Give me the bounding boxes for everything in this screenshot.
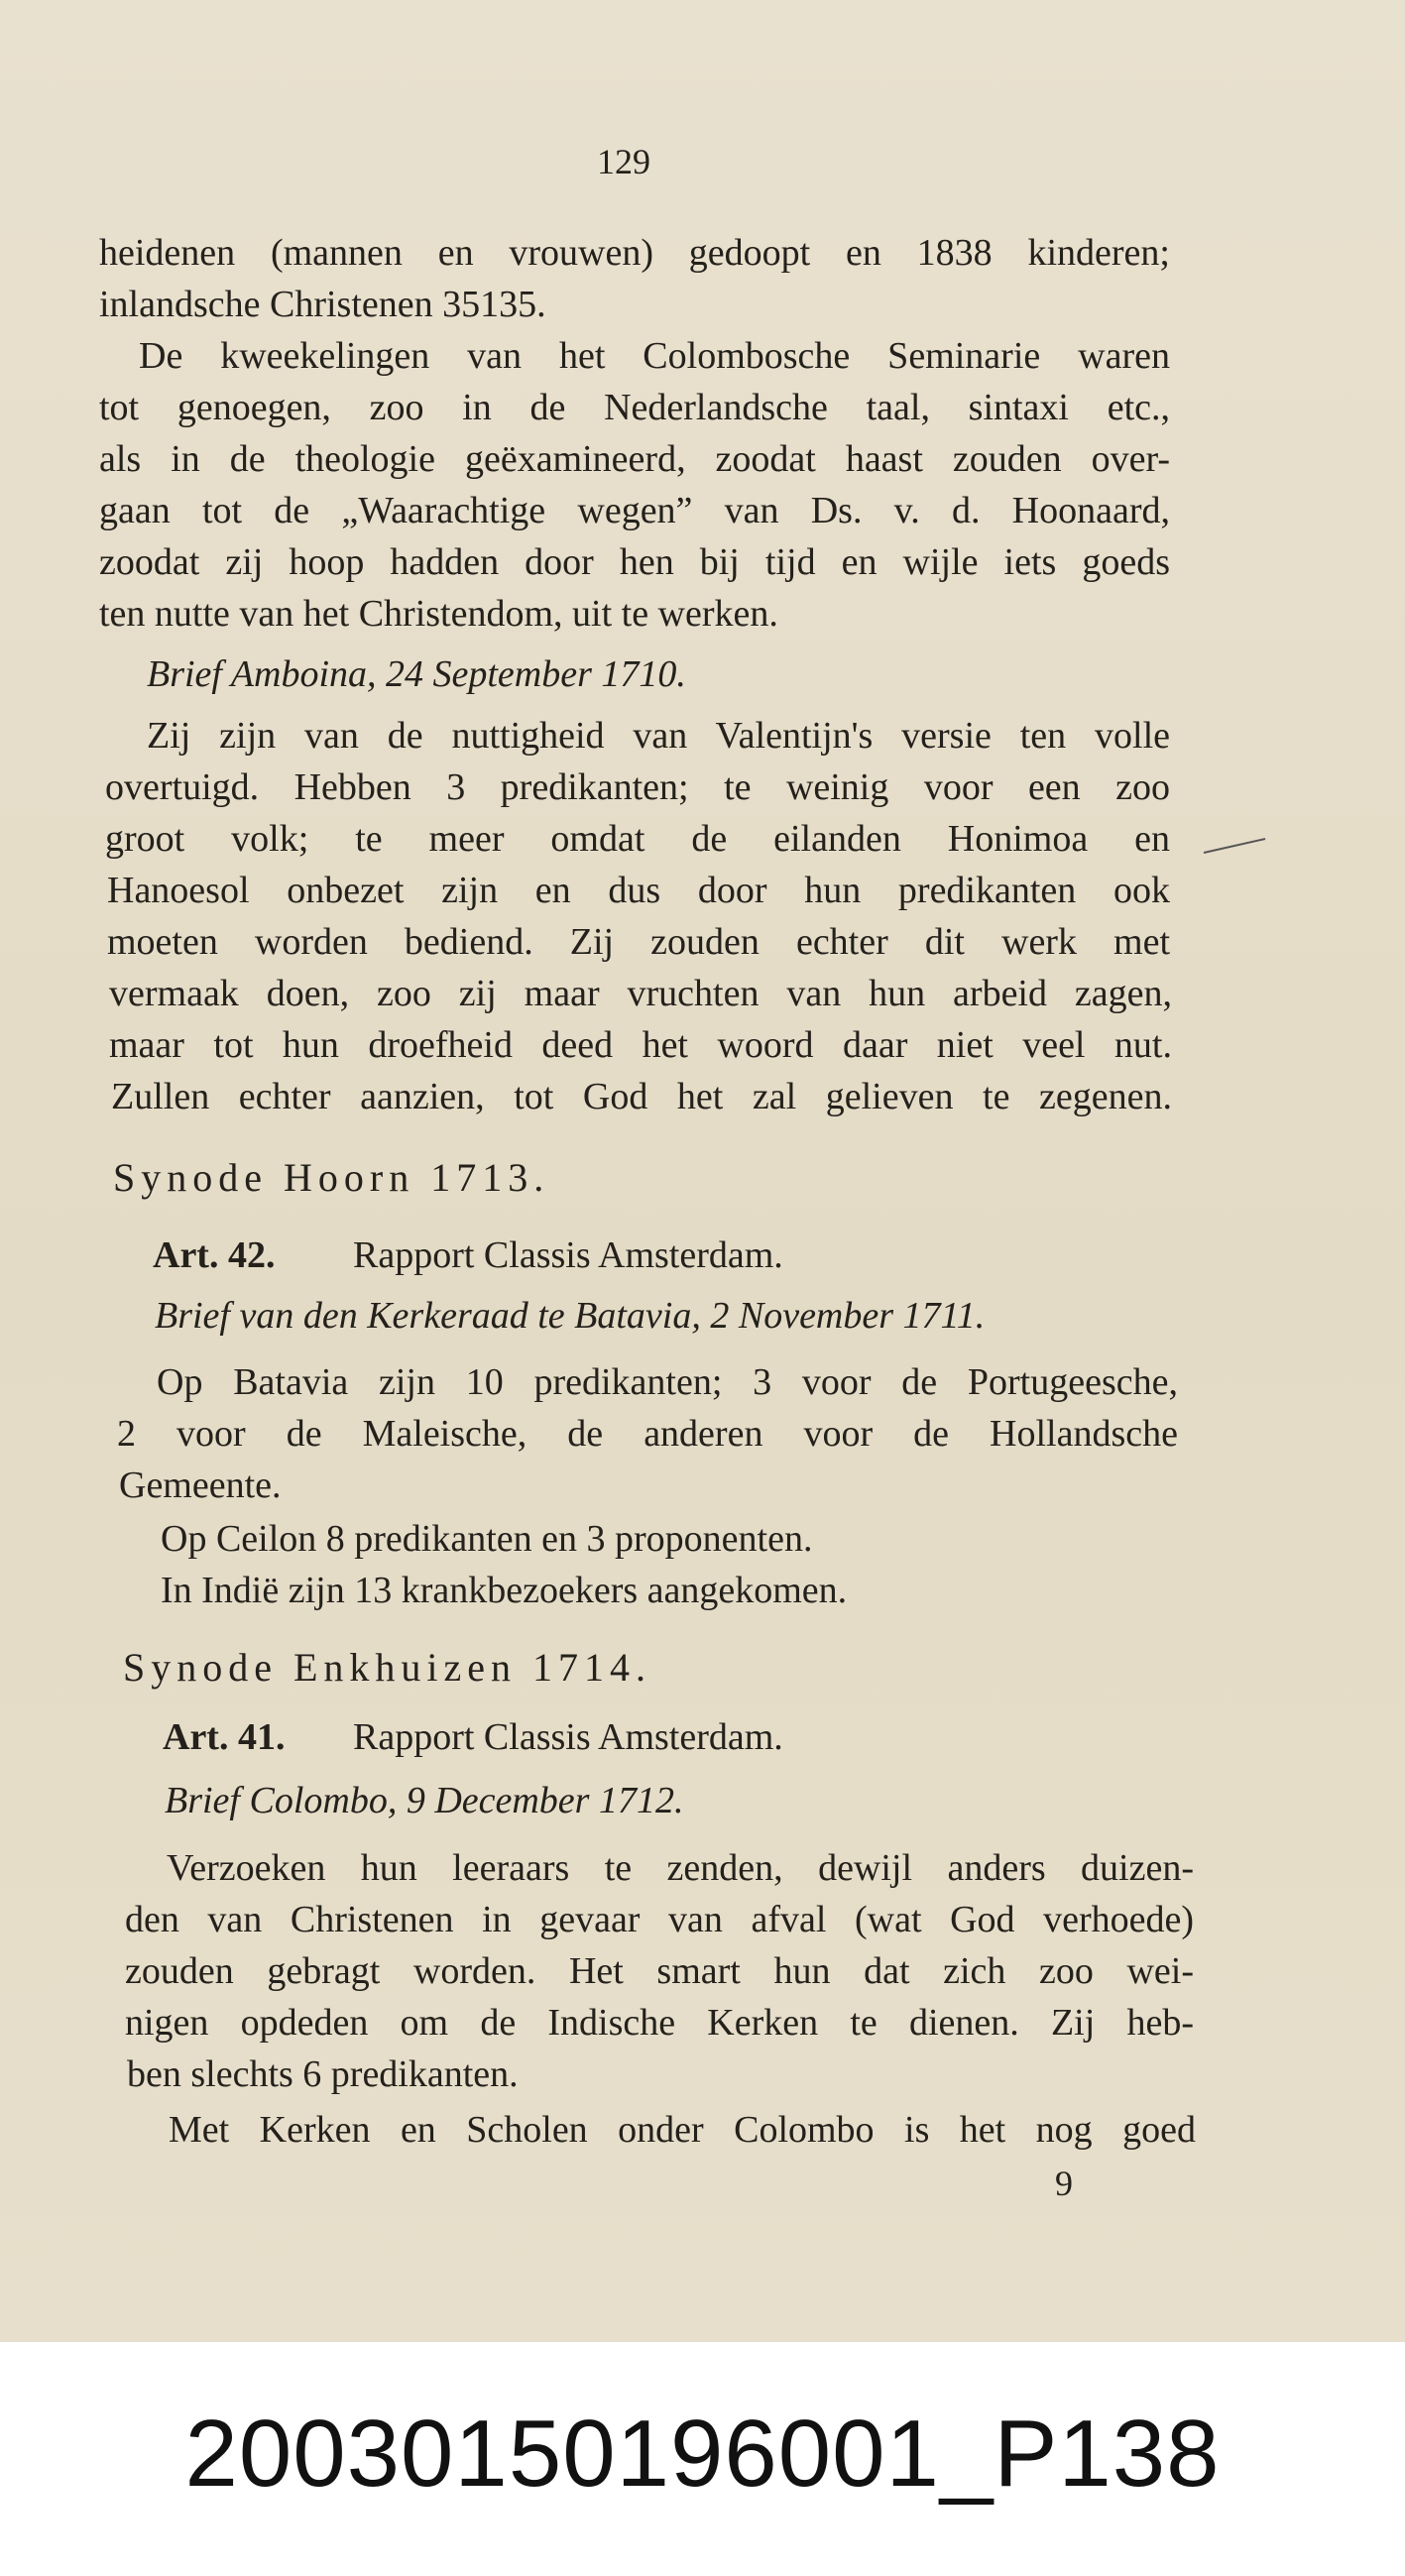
- text-line: ben slechts 6 predikanten.: [127, 2053, 519, 2095]
- article-title: Rapport Classis Amsterdam.: [353, 1716, 783, 1758]
- text-line: gaan tot de „Waarachtige wegen” van Ds. v. d. Hoonaard,: [99, 490, 1170, 531]
- article-number: Art. 41.: [163, 1716, 286, 1758]
- signature-mark: 9: [1055, 2164, 1073, 2203]
- text-line: den van Christenen in gevaar van afval (wat God verhoede): [125, 1899, 1194, 1940]
- text-line: Gemeente.: [119, 1464, 282, 1506]
- letter-heading: Brief van den Kerkeraad te Batavia, 2 November 1711.: [155, 1295, 986, 1337]
- letter-heading: Brief Colombo, 9 December 1712.: [165, 1780, 684, 1821]
- text-line: Zij zijn van de nuttigheid van Valentijn's versie ten volle: [147, 715, 1170, 757]
- pencil-margin-mark: [1202, 835, 1267, 857]
- letter-heading: Brief Amboina, 24 September 1710.: [147, 653, 686, 695]
- text-line: tot genoegen, zoo in de Nederlandsche taal, sintaxi etc.,: [99, 387, 1170, 428]
- article-number: Art. 42.: [153, 1234, 276, 1276]
- text-line: inlandsche Christenen 35135.: [99, 284, 546, 325]
- text-line: moeten worden bediend. Zij zouden echter dit werk met: [107, 921, 1170, 963]
- article-title: Rapport Classis Amsterdam.: [353, 1234, 783, 1276]
- text-line: Zullen echter aanzien, tot God het zal gelieven te zegenen.: [111, 1076, 1172, 1117]
- text-line: maar tot hun droefheid deed het woord daar niet veel nut.: [109, 1024, 1172, 1066]
- text-line: Verzoeken hun leeraars te zenden, dewijl anders duizen-: [167, 1847, 1194, 1889]
- text-line: De kweekelingen van het Colombosche Seminarie waren: [139, 335, 1170, 377]
- text-line: overtuigd. Hebben 3 predikanten; te weinig voor een zoo: [105, 766, 1170, 808]
- text-line: als in de theologie geëxamineerd, zoodat haast zouden over-: [99, 438, 1170, 480]
- text-line: Hanoesol onbezet zijn en dus door hun predikanten ook: [107, 870, 1170, 911]
- section-heading: Synode Enkhuizen 1714.: [123, 1645, 652, 1690]
- text-line: groot volk; te meer omdat de eilanden Honimoa en: [105, 818, 1170, 860]
- text-line: zouden gebragt worden. Het smart hun dat zich zoo wei-: [125, 1950, 1194, 1992]
- text-line: In Indië zijn 13 krankbezoekers aangekomen.: [161, 1570, 848, 1611]
- text-line: Met Kerken en Scholen onder Colombo is het nog goed: [169, 2109, 1196, 2151]
- text-line: Op Batavia zijn 10 predikanten; 3 voor de Portugeesche,: [157, 1361, 1178, 1403]
- text-line: nigen opdeden om de Indische Kerken te dienen. Zij heb-: [125, 2002, 1194, 2044]
- page-number: 129: [597, 142, 650, 181]
- text-line: zoodat zij hoop hadden door hen bij tijd en wijle iets goeds: [99, 541, 1170, 583]
- text-line: Op Ceilon 8 predikanten en 3 proponenten.: [161, 1518, 813, 1560]
- text-line: ten nutte van het Christendom, uit te werken.: [99, 593, 778, 635]
- text-line: vermaak doen, zoo zij maar vruchten van hun arbeid zagen,: [109, 973, 1172, 1014]
- text-line: 2 voor de Maleische, de anderen voor de Hollandsche: [117, 1413, 1178, 1455]
- section-heading: Synode Hoorn 1713.: [113, 1155, 550, 1200]
- text-line: heidenen (mannen en vrouwen) gedoopt en 1838 kinderen;: [99, 232, 1170, 274]
- scan-id-label: 20030150196001_P138: [184, 2400, 1221, 2507]
